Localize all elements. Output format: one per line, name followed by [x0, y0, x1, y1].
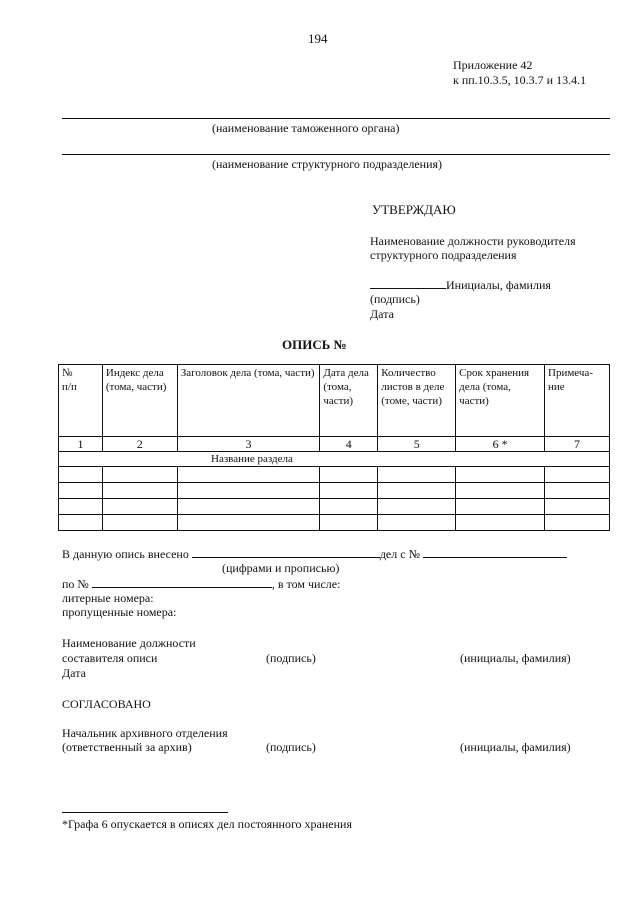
approve-date: Дата — [370, 307, 394, 321]
header-cell: Срок хранения дела (тома, части) — [456, 365, 545, 437]
agreed-position-1: Начальник архивного отделения — [62, 726, 228, 740]
compiler-initials: (инициалы, фамилия) — [460, 651, 571, 665]
header-cell: Заголовок дела (тома, части) — [177, 365, 320, 437]
column-number: 5 — [378, 437, 456, 452]
subdivision-caption: (наименование структурного подразделения) — [212, 157, 443, 171]
footnote: *Графа 6 опускается в описях дел постоянного хранения — [62, 817, 352, 831]
column-number: 2 — [102, 437, 177, 452]
compiler-position-2: составителя описи — [62, 651, 158, 665]
header-cell: Количество листов в деле (томе, части) — [378, 365, 456, 437]
compiler-signature: (подпись) — [266, 651, 316, 665]
compiler-position-1: Наименование должности — [62, 636, 196, 650]
entered-line: В данную опись внесено дел с № — [62, 546, 567, 561]
header-cell: Дата дела (тома, части) — [320, 365, 378, 437]
customs-body-caption: (наименование таможенного органа) — [212, 121, 400, 135]
approve-title: УТВЕРЖДАЮ — [372, 202, 456, 217]
agreed-position-2: (ответственный за архив) — [62, 740, 192, 754]
column-number: 3 — [177, 437, 320, 452]
footnote-separator — [62, 812, 228, 813]
appendix-line2: к пп.10.3.5, 10.3.7 и 13.4.1 — [453, 73, 587, 87]
header-cell: № п/п — [59, 365, 103, 437]
column-number: 6 * — [456, 437, 545, 452]
column-number: 7 — [545, 437, 610, 452]
letter-numbers: литерные номера: — [62, 591, 154, 605]
section-name-row: Название раздела — [59, 452, 610, 467]
digits-caption: (цифрами и прописью) — [222, 561, 340, 575]
approve-position-2: структурного подразделения — [370, 248, 517, 262]
subdivision-line — [62, 154, 610, 155]
approve-signature: (подпись) — [370, 292, 420, 306]
table-row — [59, 499, 610, 515]
header-cell: Индекс дела (тома, части) — [102, 365, 177, 437]
compiler-date: Дата — [62, 666, 86, 680]
appendix-line1: Приложение 42 — [453, 58, 533, 72]
header-cell: Примеча-ние — [545, 365, 610, 437]
page-number: 194 — [308, 31, 328, 46]
missing-numbers: пропущенные номера: — [62, 605, 177, 619]
approve-position-1: Наименование должности руководителя — [370, 234, 576, 248]
to-number-line: по № , в том числе: — [62, 577, 341, 591]
approve-initials: Инициалы, фамилия — [370, 277, 551, 292]
table-row — [59, 483, 610, 499]
inventory-title: ОПИСЬ № — [282, 337, 347, 352]
inventory-table — [58, 364, 610, 531]
agreed-title: СОГЛАСОВАНО — [62, 697, 151, 711]
agreed-signature: (подпись) — [266, 740, 316, 754]
agreed-initials: (инициалы, фамилия) — [460, 740, 571, 754]
table-row — [59, 515, 610, 531]
column-number: 4 — [320, 437, 378, 452]
customs-body-line — [62, 118, 610, 119]
table-row — [59, 467, 610, 483]
column-number: 1 — [59, 437, 103, 452]
